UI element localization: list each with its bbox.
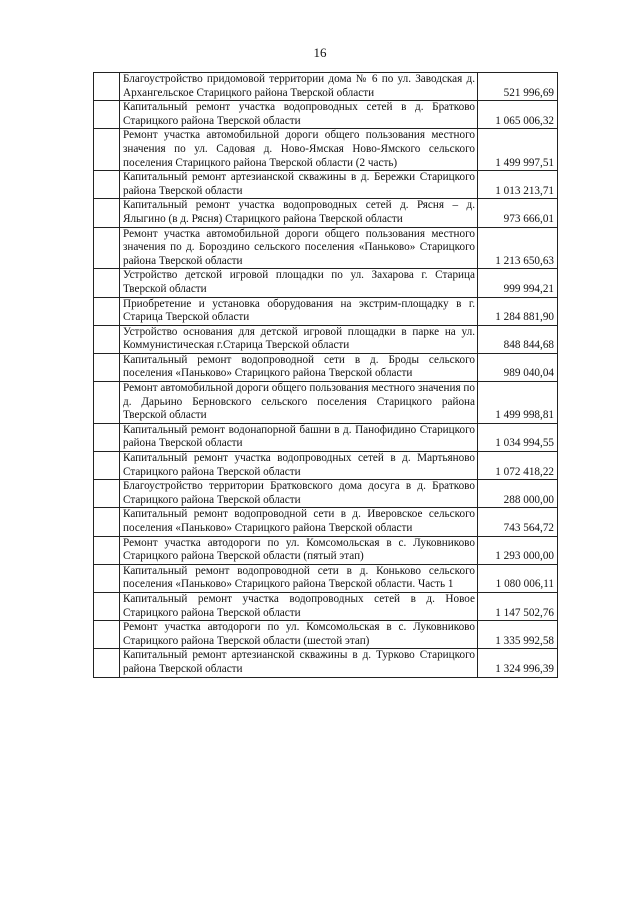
row-number-cell [94, 269, 120, 297]
project-amount: 1 072 418,22 [478, 452, 558, 480]
project-amount: 1 293 000,00 [478, 536, 558, 564]
row-number-cell [94, 621, 120, 649]
table-row [94, 508, 558, 536]
project-amount: 989 040,04 [478, 353, 558, 381]
table-row [94, 564, 558, 592]
project-amount: 1 213 650,63 [478, 227, 558, 269]
table-row [94, 269, 558, 297]
project-description: Ремонт участка автодороги по ул. Комсомольская в с. Луковниково Старицкого района Тверской области (пятый этап) [120, 536, 478, 564]
project-amount: 1 065 006,32 [478, 101, 558, 129]
project-amount: 288 000,00 [478, 480, 558, 508]
row-number-cell [94, 564, 120, 592]
project-description: Капитальный ремонт участка водопроводных сетей в д. Новое Старицкого района Тверской области [120, 592, 478, 620]
project-description: Ремонт участка автомобильной дороги общего пользования местного значения по д. Бороздино сельского поселения «Паньково» Старицкого района Тверской области [120, 227, 478, 269]
row-number-cell [94, 199, 120, 227]
project-amount: 1 284 881,90 [478, 297, 558, 325]
table-row [94, 536, 558, 564]
row-number-cell [94, 423, 120, 451]
table-row [94, 171, 558, 199]
row-number-cell [94, 73, 120, 101]
table-row [94, 325, 558, 353]
row-number-cell [94, 480, 120, 508]
project-description: Капитальный ремонт артезианской скважины в д. Турково Старицкого района Тверской области [120, 649, 478, 677]
project-description: Капитальный ремонт участка водопроводных сетей в д. Братково Старицкого района Тверской области [120, 101, 478, 129]
row-number-cell [94, 325, 120, 353]
table-row [94, 649, 558, 677]
table-body [94, 73, 558, 678]
project-description: Капитальный ремонт участка водопроводных сетей в д. Мартьяново Старицкого района Тверской области [120, 452, 478, 480]
project-description: Благоустройство придомовой территории дома № 6 по ул. Заводская д. Архангельское Старицкого района Тверской области [120, 73, 478, 101]
row-number-cell [94, 353, 120, 381]
table-row [94, 129, 558, 171]
row-number-cell [94, 129, 120, 171]
project-amount: 1 324 996,39 [478, 649, 558, 677]
project-amount: 743 564,72 [478, 508, 558, 536]
row-number-cell [94, 382, 120, 424]
project-description: Капитальный ремонт водопроводной сети в д. Коньково сельского поселения «Паньково» Старицкого района Тверской области. Часть 1 [120, 564, 478, 592]
projects-table [93, 72, 558, 678]
project-description: Приобретение и установка оборудования на экстрим-площадку в г. Старица Тверской области [120, 297, 478, 325]
project-description: Капитальный ремонт артезианской скважины в д. Бережки Старицкого района Тверской области [120, 171, 478, 199]
table-row [94, 73, 558, 101]
table-row [94, 452, 558, 480]
table-row [94, 423, 558, 451]
project-description: Благоустройство территории Братковского дома досуга в д. Братково Старицкого района Тверской области [120, 480, 478, 508]
project-description: Капитальный ремонт водопроводной сети в д. Броды сельского поселения «Паньково» Старицкого района Тверской области [120, 353, 478, 381]
row-number-cell [94, 297, 120, 325]
project-amount: 1 335 992,58 [478, 621, 558, 649]
project-amount: 1 013 213,71 [478, 171, 558, 199]
table-row [94, 101, 558, 129]
project-amount: 999 994,21 [478, 269, 558, 297]
table-row [94, 227, 558, 269]
project-amount: 973 666,01 [478, 199, 558, 227]
table-row [94, 297, 558, 325]
row-number-cell [94, 508, 120, 536]
table-row [94, 480, 558, 508]
table-row [94, 621, 558, 649]
row-number-cell [94, 649, 120, 677]
project-amount: 1 080 006,11 [478, 564, 558, 592]
table-row [94, 199, 558, 227]
project-description: Ремонт участка автодороги по ул. Комсомольская в с. Луковниково Старицкого района Тверской области (шестой этап) [120, 621, 478, 649]
table-row [94, 382, 558, 424]
row-number-cell [94, 592, 120, 620]
project-amount: 1 034 994,55 [478, 423, 558, 451]
project-amount: 521 996,69 [478, 73, 558, 101]
project-description: Капитальный ремонт водонапорной башни в д. Панофидино Старицкого района Тверской области [120, 423, 478, 451]
project-description: Капитальный ремонт участка водопроводных сетей д. Рясня – д. Ялыгино (в д. Рясня) Старицкого района Тверской области [120, 199, 478, 227]
page-number: 16 [313, 45, 327, 60]
row-number-cell [94, 227, 120, 269]
project-amount: 848 844,68 [478, 325, 558, 353]
project-description: Устройство основания для детской игровой площадки в парке на ул. Коммунистическая г.Старица Тверской области [120, 325, 478, 353]
table-row [94, 353, 558, 381]
row-number-cell [94, 536, 120, 564]
table-row [94, 592, 558, 620]
row-number-cell [94, 452, 120, 480]
row-number-cell [94, 171, 120, 199]
project-description: Ремонт участка автомобильной дороги общего пользования местного значения по ул. Садовая д. Ново-Ямская Ново-Ямского сельского поселения Старицкого района Тверской области (2 часть) [120, 129, 478, 171]
project-description: Капитальный ремонт водопроводной сети в д. Иверовское сельского поселения «Паньково» Старицкого района Тверской области [120, 508, 478, 536]
project-description: Ремонт автомобильной дороги общего пользования местного значения по д. Дарьино Берновского сельского поселения Старицкого района Тверской области [120, 382, 478, 424]
project-amount: 1 499 998,81 [478, 382, 558, 424]
project-description: Устройство детской игровой площадки по ул. Захарова г. Старица Тверской области [120, 269, 478, 297]
project-amount: 1 499 997,51 [478, 129, 558, 171]
row-number-cell [94, 101, 120, 129]
project-amount: 1 147 502,76 [478, 592, 558, 620]
